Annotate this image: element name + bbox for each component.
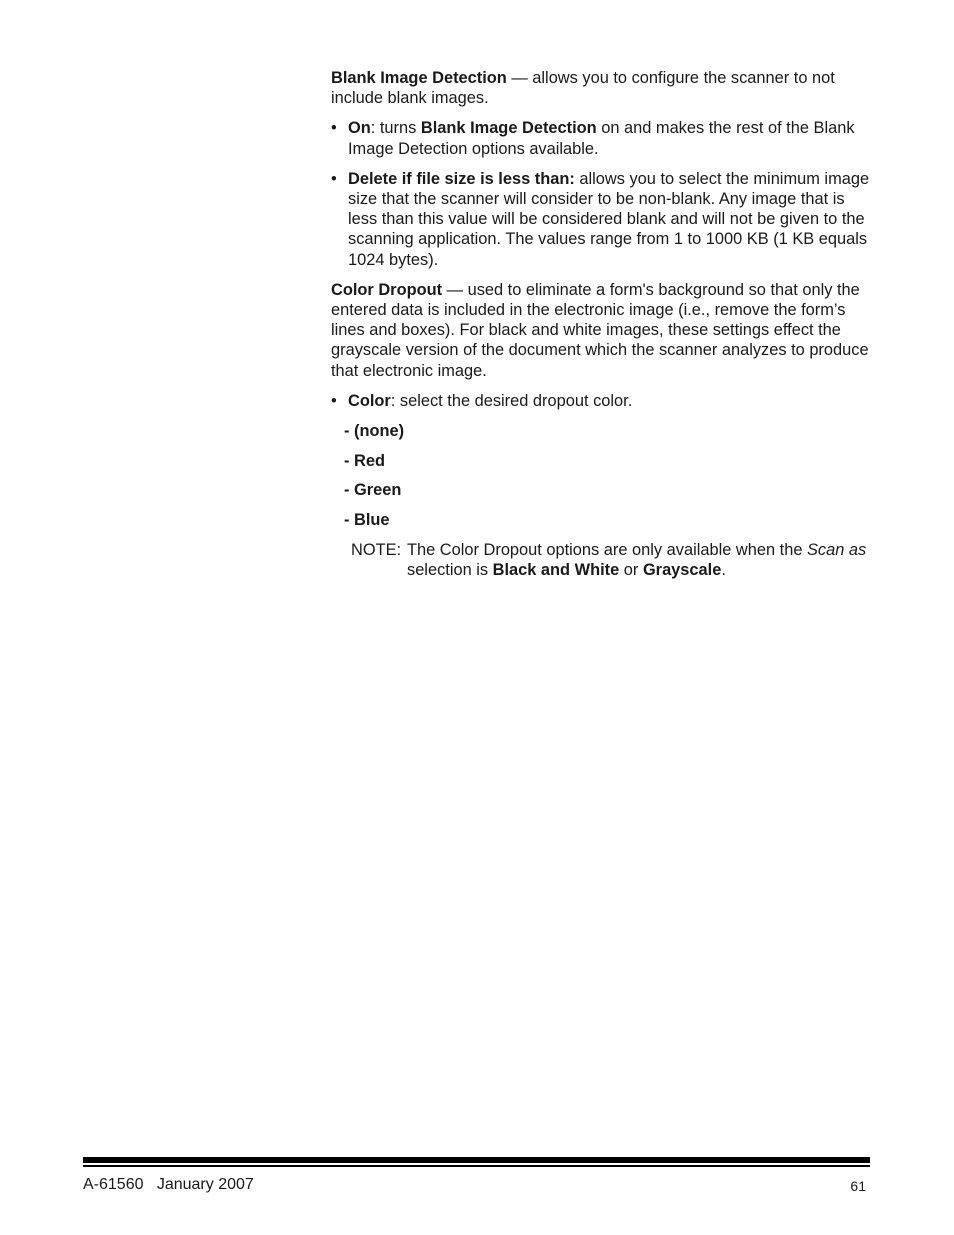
blank-image-detection-desc: — allows you to configure the scanner to not include blank images. <box>331 69 835 108</box>
color-dropout-term: Color Dropout <box>331 280 443 299</box>
bullet-icon: • <box>331 169 337 188</box>
note-block <box>331 540 871 580</box>
note-text-3: or <box>619 561 643 580</box>
color-dropout-paragraph <box>331 280 871 381</box>
page-content <box>331 68 871 580</box>
on-term-2: Blank Image Detection <box>420 119 597 138</box>
bullet-icon: • <box>331 391 337 410</box>
bullet-item-delete-if-file-size <box>331 169 871 270</box>
footer-doc-id: A-61560 January 2007 <box>83 1176 254 1193</box>
bullet-icon: • <box>331 119 337 138</box>
color-option-green: - Green <box>344 481 402 500</box>
blank-image-detection-term: Blank Image Detection <box>331 69 507 87</box>
note-text-1: The Color Dropout options are only available when the <box>407 540 807 559</box>
note-bold-grayscale: Grayscale <box>642 561 722 580</box>
color-term: Color <box>348 391 391 410</box>
on-term: On <box>348 119 371 138</box>
footer-page-number: 61 <box>850 1178 866 1194</box>
bullet-item-color <box>331 391 871 411</box>
color-dropout-desc: — used to eliminate a form's background so that only the entered data is included in the electronic image (i.e., remove the form’s lines and boxes). For black and white images, these settings effect the grayscale version of the document which the scanner analyzes to produce that electronic image. <box>331 280 869 380</box>
delete-text: allows you to select the minimum image size that the scanner will consider to be non-blank. Any image that is less than this value will be considered blank and will not be given to the scanning application. The values range from 1 to 1000 KB (1 KB equals 1024 bytes). <box>348 169 870 269</box>
on-text-1: : turns <box>370 119 421 138</box>
note-italic-scan-as: Scan as <box>807 540 867 559</box>
blank-image-detection-paragraph <box>331 68 871 108</box>
note-bold-black-and-white: Black and White <box>492 561 620 580</box>
note-text-4: . <box>721 561 726 580</box>
footer-rule-thin <box>83 1165 870 1167</box>
on-text-2: on and makes the rest of the Blank Image Detection options available. <box>348 119 855 158</box>
color-text: : select the desired dropout color. <box>390 391 633 410</box>
note-text-2: selection is <box>407 561 493 580</box>
color-option-red: - Red <box>344 451 385 470</box>
color-option-blue: - Blue <box>344 511 390 530</box>
note-label: NOTE: <box>351 540 402 559</box>
bullet-item-on <box>331 118 871 158</box>
footer-rule-thick <box>83 1157 870 1163</box>
color-option-none: - (none) <box>344 422 405 441</box>
delete-term: Delete if file size is less than: <box>348 169 575 188</box>
